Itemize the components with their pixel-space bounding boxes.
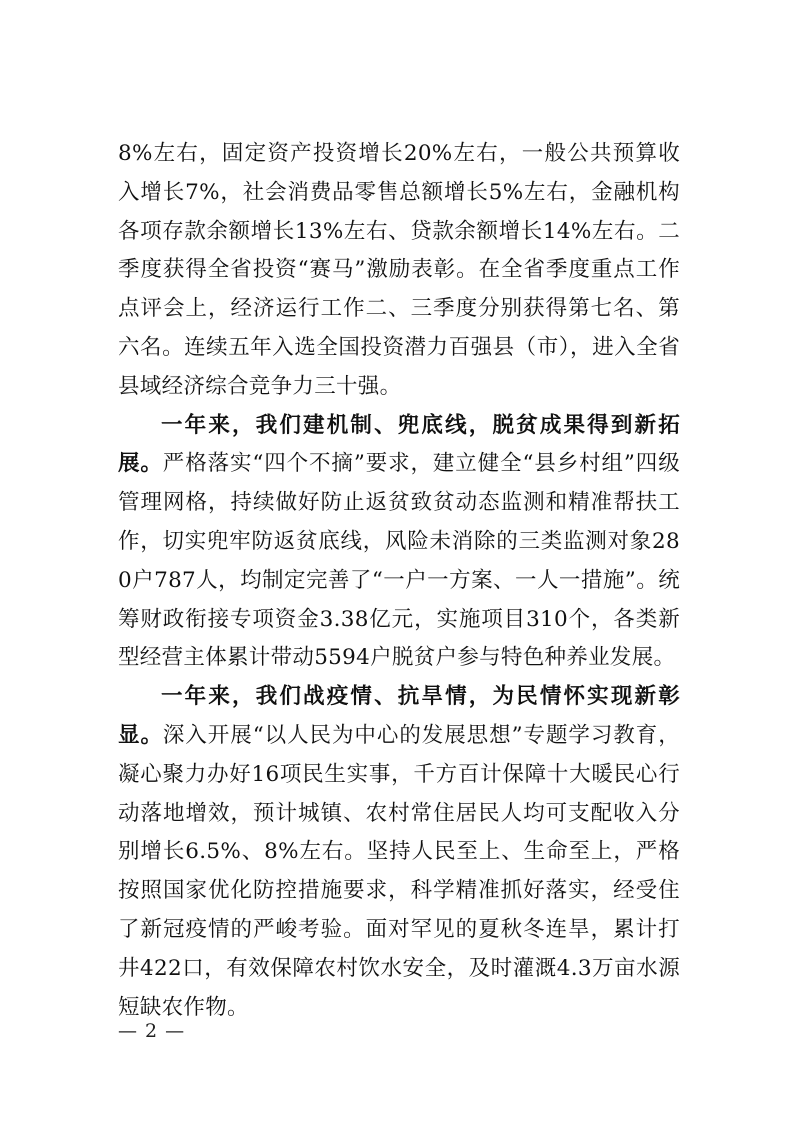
paragraph-poverty-alleviation xyxy=(118,407,680,679)
paragraph-text: 深入开展“以人民为中心的发展思想”专题学习教育，凝心聚力办好16项民生实事，千方百计保障十大暖民心行动落地增效，预计城镇、农村常住居民人均可支配收入分别增长6.5%、8%左右。坚持人民至上、生命至上，严格按照国家优化防控措施要求，科学精准抓好落实，经受住了新冠疫情的严峻考验。面对罕见的夏秋冬连旱，累计打井422口，有效保障农村饮水安全，及时灌溉4.3万亩水源短缺农作物。 xyxy=(118,722,680,1020)
paragraph-epidemic-drought xyxy=(118,678,680,1027)
paragraph-economic-indicators xyxy=(118,135,680,407)
paragraph-text: 8%左右，固定资产投资增长20%左右，一般公共预算收入增长7%，社会消费品零售总额增长5%左右，金融机构各项存款余额增长13%左右、贷款余额增长14%左右。二季度获得全省投资“赛马”激励表彰。在全省季度重点工作点评会上，经济运行工作二、三季度分别获得第七名、第六名。连续五年入选全国投资潜力百强县（市），进入全省县域经济综合竞争力三十强。 xyxy=(118,141,680,399)
paragraph-lead-heading: 一年来，我们战疫情、抗旱情，为民情怀实现新彰显。 xyxy=(118,684,680,748)
document-body xyxy=(118,135,680,1027)
paragraph-lead-heading: 一年来，我们建机制、兜底线，脱贫成果得到新拓展。 xyxy=(118,412,680,477)
paragraph-text: 严格落实“四个不摘”要求，建立健全“县乡村组”四级管理网格，持续做好防止返贫致贫动态监测和精准帮扶工作，切实兜牢防返贫底线，风险未消除的三类监测对象280户787人，均制定完善了“一户一方案、一人一措施”。统筹财政衔接专项资金3.38亿元，实施项目310个，各类新型经营主体累计带动5594户脱贫户参与特色种养业发展。 xyxy=(118,451,681,671)
page-number: — 2 — xyxy=(118,1020,186,1042)
